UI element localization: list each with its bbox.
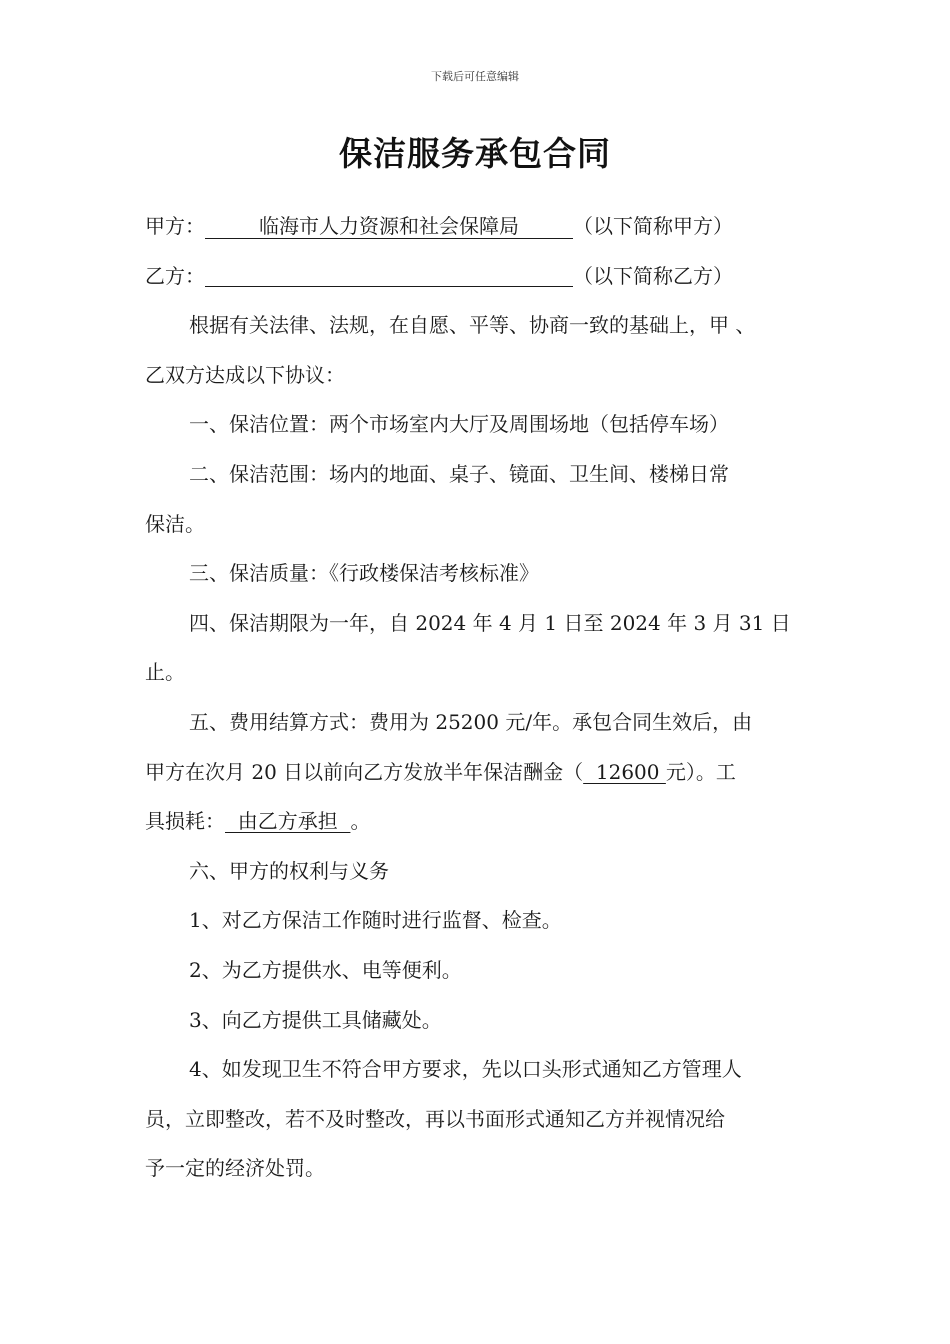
- clause-5-line-3: [145, 797, 825, 847]
- payment-amount: 12600: [583, 759, 666, 784]
- tool-cost-bearer: 由乙方承担: [225, 809, 351, 834]
- clause-5-line-2-post: 元）。工: [665, 759, 736, 784]
- clause-2-line-2: 保洁。: [145, 511, 205, 536]
- party-a-name: 临海市人力资源和社会保障局: [205, 214, 573, 239]
- party-a-line: [145, 202, 825, 252]
- party-b-blank: [205, 262, 573, 287]
- clause-4-line-1: 四、保洁期限为一年，自 2024 年 4 月 1 日至 2024 年 3 月 31 日: [189, 610, 791, 635]
- clause-6-item-4-line-1: 4、如发现卫生不符合甲方要求，先以口头形式通知乙方管理人: [189, 1057, 742, 1082]
- clause-5-line-3-pre: 具损耗：: [145, 809, 225, 834]
- clause-3: 三、保洁质量：《行政楼保洁考核标准》: [189, 561, 539, 586]
- clause-5-line-2: [145, 748, 825, 798]
- header-note: 下载后可任意编辑: [431, 70, 519, 83]
- clause-6-item-2: 2、为乙方提供水、电等便利。: [189, 957, 462, 982]
- intro-line-1: 根据有关法律、法规，在自愿、平等、协商一致的基础上，甲 、: [189, 313, 756, 338]
- party-a-label: 甲方：: [145, 214, 205, 238]
- clause-6-heading: 六、甲方的权利与义务: [189, 858, 389, 883]
- clause-6-item-4-line-2: 员，立即整改，若不及时整改，再以书面形式通知乙方并视情况给: [145, 1106, 725, 1131]
- clause-1: 一、保洁位置：两个市场室内大厅及周围场地（包括停车场）: [189, 412, 729, 437]
- party-b-line: [145, 252, 825, 302]
- clause-5-line-3-post: 。: [350, 809, 371, 834]
- clause-4-line-2: 止。: [145, 660, 185, 685]
- intro-line-2: 乙双方达成以下协议：: [145, 362, 345, 387]
- clause-6-item-1: 1、对乙方保洁工作随时进行监督、检查。: [189, 908, 562, 933]
- contract-body: [145, 202, 825, 1194]
- clause-6-item-4-line-3: 予一定的经济处罚。: [145, 1156, 325, 1181]
- party-a-suffix: （以下简称甲方）: [573, 214, 733, 238]
- clause-6-item-3: 3、向乙方提供工具储藏处。: [189, 1007, 442, 1032]
- party-b-suffix: （以下简称乙方）: [573, 263, 733, 288]
- clause-2-line-1: 二、保洁范围：场内的地面、桌子、镜面、卫生间、楼梯日常: [189, 461, 729, 486]
- document-title: 保洁服务承包合同: [339, 134, 611, 173]
- party-b-label: 乙方：: [145, 263, 205, 288]
- clause-5-line-1: 五、费用结算方式：费用为 25200 元/年。承包合同生效后，由: [189, 709, 753, 734]
- clause-5-line-2-pre: 甲方在次月 20 日以前向乙方发放半年保洁酬金（: [145, 759, 584, 784]
